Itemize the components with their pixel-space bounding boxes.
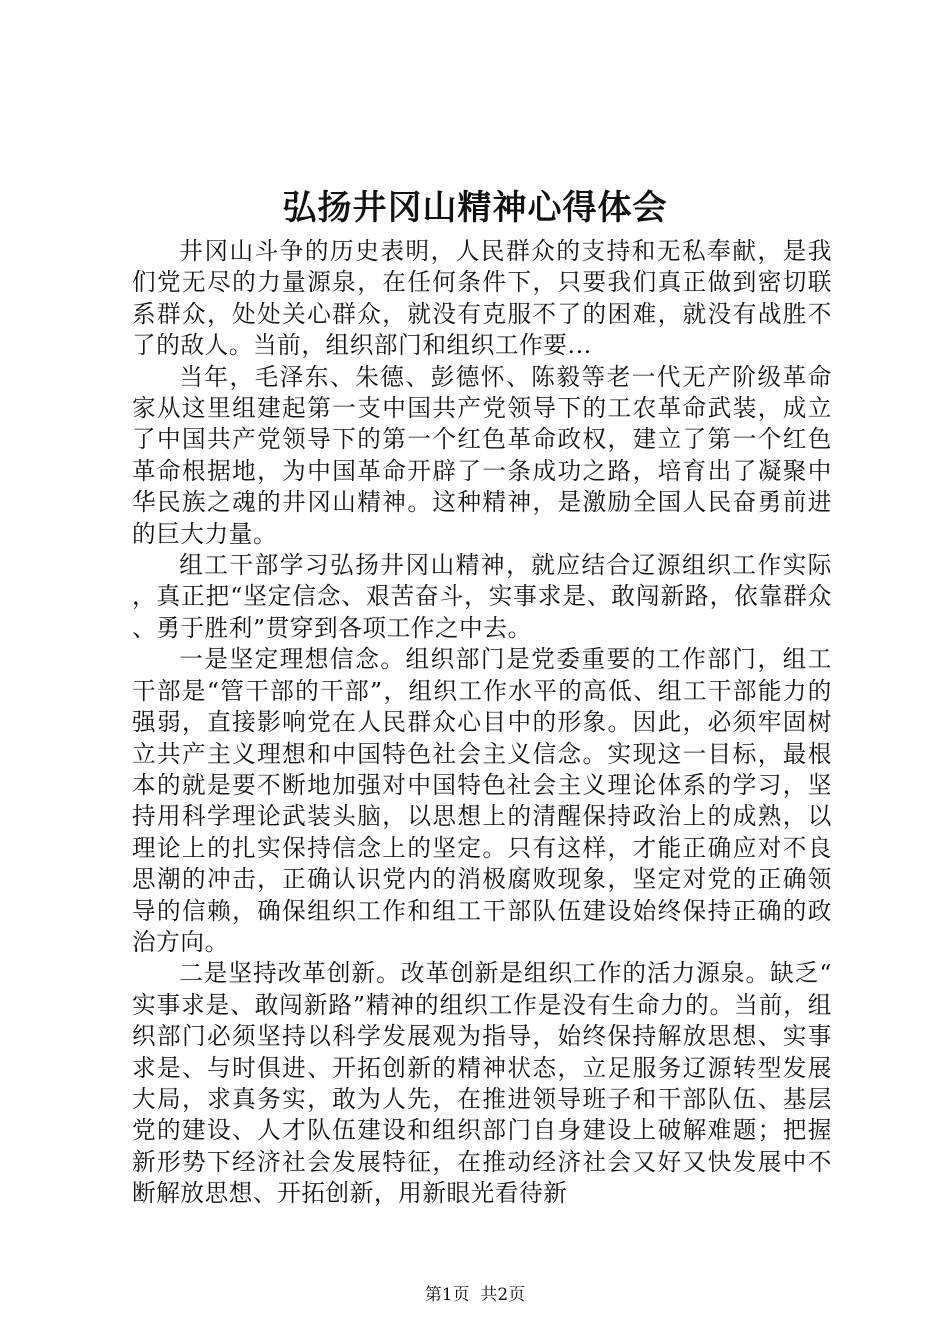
paragraph-5: 二是坚持改革创新。改革创新是组织工作的活力源泉。缺乏“实事求是、敢闯新路”精神的组织工作是没有生命力的。当前，组织部门必须坚持以科学发展观为指导，始终保持解放思想、实事求是、与时俱进、开拓创新的精神状态，立足服务辽源转型发展大局，求真务实，敢为人先，在推进领导班子和干部队伍、基层党的建设、人才队伍建设和组织部门自身建设上破解难题；把握新形势下经济社会发展特征，在推动经济社会又好又快发展中不断解放思想、开拓创新，用新眼光看待新 bbox=[132, 959, 832, 1208]
paragraph-1: 井冈山斗争的历史表明，人民群众的支持和无私奉献，是我们党无尽的力量源泉，在任何条件下，只要我们真正做到密切联系群众，处处关心群众，就没有克服不了的困难，就没有战胜不了的敌人。当前，组织部门和组织工作要... bbox=[132, 237, 832, 360]
paragraph-4: 一是坚定理想信念。组织部门是党委重要的工作部门，组工干部是“管干部的干部”，组织工作水平的高低、组工干部能力的强弱，直接影响党在人民群众心目中的形象。因此，必须牢固树立共产主义理想和中国特色社会主义信念。实现这一目标，最根本的就是要不断地加强对中国特色社会主义理论体系的学习，坚持用科学理论武装头脑，以思想上的清醒保持政治上的成熟，以理论上的扎实保持信念上的坚定。只有这样，才能正确应对不良思潮的冲击，正确认识党内的消极腐败现象，坚定对党的正确领导的信赖，确保组织工作和组工干部队伍建设始终保持正确的政治方向。 bbox=[132, 645, 832, 956]
page-title: 弘扬井冈山精神心得体会 bbox=[282, 188, 668, 228]
page-number-footer: 第1页 共2页 bbox=[424, 1285, 526, 1305]
paragraph-3: 组工干部学习弘扬井冈山精神，就应结合辽源组织工作实际，真正把“坚定信念、艰苦奋斗，实事求是、敢闯新路，依靠群众、勇于胜利”贯穿到各项工作之中去。 bbox=[132, 551, 832, 642]
document-body bbox=[132, 236, 832, 1210]
paragraph-2: 当年，毛泽东、朱德、彭德怀、陈毅等老一代无产阶级革命家从这里组建起第一支中国共产党领导下的工农革命武装，成立了中国共产党领导下的第一个红色革命政权，建立了第一个红色革命根据地，为中国革命开辟了一条成功之路，培育出了凝聚中华民族之魂的井冈山精神。这种精神，是激励全国人民奋勇前进的巨大力量。 bbox=[132, 362, 832, 548]
